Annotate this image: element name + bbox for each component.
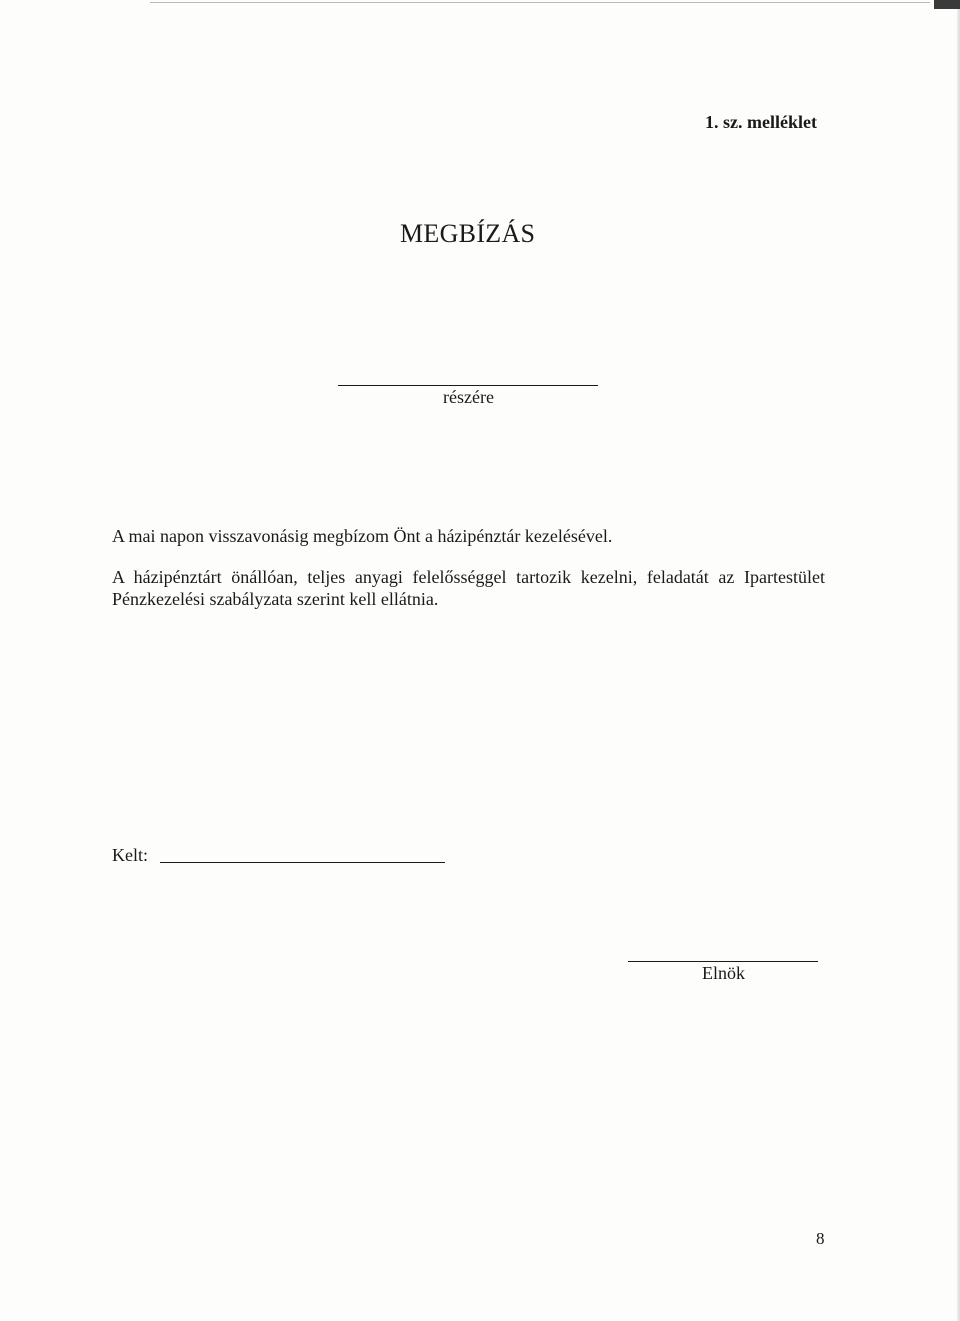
page-number: 8 bbox=[816, 1229, 825, 1248]
dated-label: Kelt: bbox=[112, 845, 148, 865]
dated-blank-line bbox=[160, 862, 445, 863]
scan-top-border bbox=[150, 2, 930, 3]
scan-corner-mark bbox=[934, 0, 960, 9]
recipient-label: részére bbox=[443, 387, 494, 407]
body-paragraph-2: A házipénztárt önállóan, teljes anyagi felelősséggel tartozik kezelni, feladatát az Ipartestület Pénzkezelési szabályzata szerint kell ellátnia. bbox=[112, 567, 825, 609]
attachment-label: 1. sz. melléklet bbox=[705, 112, 817, 132]
body-paragraph-1: A mai napon visszavonásig megbízom Önt a házipénztár kezelésével. bbox=[112, 526, 613, 546]
signature-label: Elnök bbox=[702, 963, 745, 983]
recipient-blank-line bbox=[338, 385, 598, 386]
signature-line bbox=[628, 961, 818, 962]
document-title: MEGBÍZÁS bbox=[400, 219, 536, 248]
